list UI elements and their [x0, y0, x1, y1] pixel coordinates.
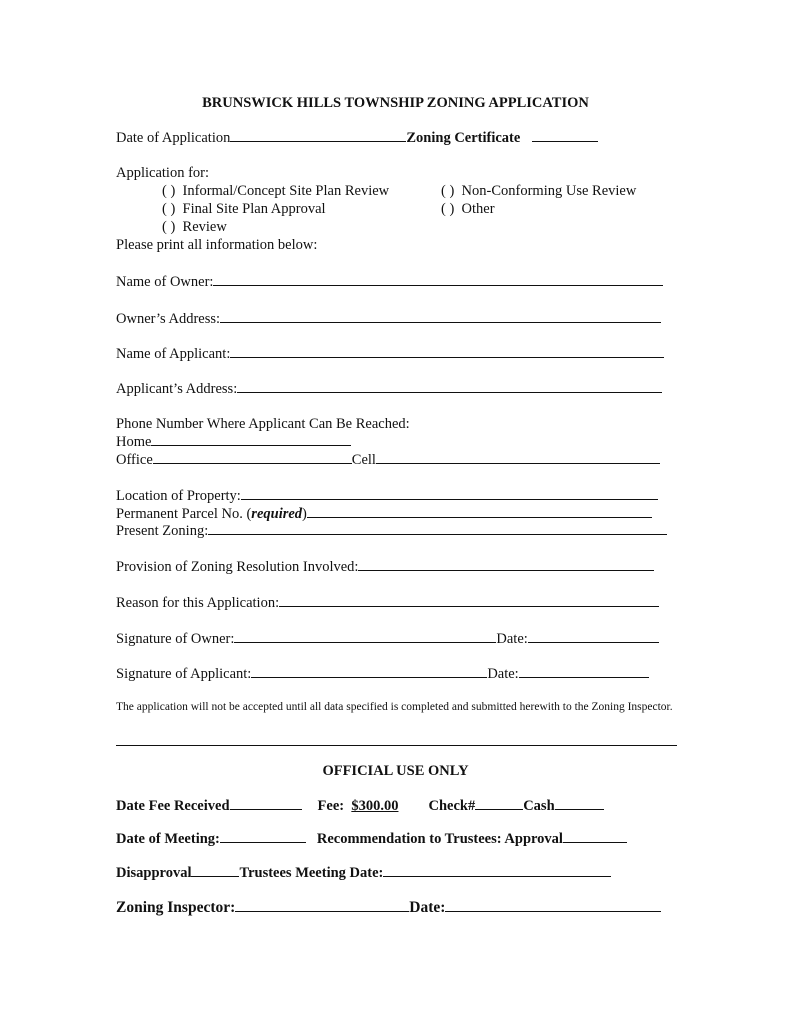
office-phone-field[interactable]: [153, 451, 352, 464]
owner-name-row: [116, 273, 663, 291]
applicant-name-label: Name of Applicant:: [116, 346, 231, 362]
zoning-inspector-label: Zoning Inspector:: [116, 899, 236, 916]
applicant-address-field[interactable]: [237, 380, 662, 393]
applicant-date-field[interactable]: [519, 665, 649, 678]
applicant-address-label: Applicant’s Address:: [116, 381, 238, 397]
inspector-date-label: Date:: [409, 899, 446, 916]
zoning-inspector-field[interactable]: [235, 899, 409, 912]
parcel-row: [116, 505, 652, 523]
trustees-date-field[interactable]: [383, 864, 611, 877]
inspector-row: [116, 898, 661, 917]
zoning-certificate-label: Zoning Certificate: [406, 130, 521, 146]
applicant-name-row: [116, 345, 664, 363]
applicant-signature-row: [116, 665, 649, 683]
inspector-date-field[interactable]: [445, 899, 661, 912]
option-label: Final Site Plan Approval: [182, 201, 326, 217]
date-fee-received-label: Date Fee Received: [116, 798, 230, 814]
reason-field[interactable]: [279, 594, 659, 607]
date-fee-received-field[interactable]: [230, 797, 302, 810]
parcel-required: required: [251, 506, 303, 522]
location-label: Location of Property:: [116, 488, 241, 504]
applicant-signature-label: Signature of Applicant:: [116, 666, 252, 682]
cash-label: Cash: [523, 798, 555, 814]
parcel-close: ): [302, 506, 307, 522]
date-of-meeting-field[interactable]: [220, 830, 306, 843]
option-informal-concept[interactable]: [162, 183, 389, 200]
option-label: Non-Conforming Use Review: [461, 183, 637, 199]
option-final-site-plan[interactable]: [162, 201, 326, 218]
check-field[interactable]: [475, 797, 523, 810]
applicant-address-row: [116, 380, 662, 398]
cell-label: Cell: [351, 452, 376, 468]
cell-phone-field[interactable]: [376, 451, 660, 464]
option-checkbox[interactable]: ( ): [162, 201, 176, 217]
reason-row: [116, 594, 659, 612]
form-title: BRUNSWICK HILLS TOWNSHIP ZONING APPLICATION: [202, 95, 589, 111]
home-phone-field[interactable]: [151, 433, 351, 446]
owner-name-field[interactable]: [213, 273, 663, 286]
disapproval-field[interactable]: [191, 864, 239, 877]
owner-date-field[interactable]: [528, 630, 659, 643]
parcel-field[interactable]: [307, 505, 652, 518]
trustees-date-label: Trustees Meeting Date:: [239, 865, 384, 881]
owner-signature-field[interactable]: [234, 630, 496, 643]
recommendation-label: Recommendation to Trustees: Approval: [316, 831, 563, 847]
owner-name-label: Name of Owner:: [116, 274, 214, 290]
parcel-label: Permanent Parcel No. (: [116, 506, 252, 522]
home-label: Home: [116, 434, 152, 450]
disapproval-row: [116, 864, 611, 882]
location-row: [116, 487, 658, 505]
official-use-heading: OFFICIAL USE ONLY: [322, 763, 469, 779]
owner-signature-label: Signature of Owner:: [116, 631, 235, 647]
zoning-certificate-field[interactable]: [532, 129, 598, 142]
owner-address-row: [116, 310, 661, 328]
approval-field[interactable]: [563, 830, 627, 843]
applicant-signature-field[interactable]: [251, 665, 487, 678]
meeting-row: [116, 830, 627, 848]
zoning-field[interactable]: [208, 522, 667, 535]
location-field[interactable]: [241, 487, 658, 500]
applicant-date-label: Date:: [487, 666, 519, 682]
date-of-application-label: Date of Application: [116, 130, 231, 146]
option-other[interactable]: [441, 201, 495, 218]
option-checkbox[interactable]: ( ): [441, 183, 455, 199]
reason-label: Reason for this Application:: [116, 595, 280, 611]
office-cell-row: [116, 451, 660, 469]
print-note: Please print all information below:: [116, 237, 318, 253]
option-non-conforming[interactable]: [441, 183, 636, 200]
option-label: Other: [461, 201, 495, 217]
header-row: [116, 129, 598, 147]
option-label: Review: [182, 219, 227, 235]
date-of-application-field[interactable]: [230, 129, 406, 142]
application-for-label: Application for:: [116, 165, 210, 181]
owner-address-label: Owner’s Address:: [116, 311, 221, 327]
check-label: Check#: [428, 798, 476, 814]
home-phone-row: [116, 433, 351, 451]
zoning-label: Present Zoning:: [116, 523, 209, 539]
option-checkbox[interactable]: ( ): [441, 201, 455, 217]
option-checkbox[interactable]: ( ): [162, 183, 176, 199]
zoning-row: [116, 522, 667, 540]
provision-row: [116, 558, 654, 576]
section-divider: [116, 745, 677, 746]
provision-label: Provision of Zoning Resolution Involved:: [116, 559, 359, 575]
option-review[interactable]: [162, 219, 227, 236]
date-of-meeting-label: Date of Meeting:: [116, 831, 220, 847]
owner-address-field[interactable]: [220, 310, 661, 323]
office-label: Office: [116, 452, 153, 468]
phone-heading: Phone Number Where Applicant Can Be Reached:: [116, 416, 410, 432]
provision-field[interactable]: [358, 558, 654, 571]
fee-row: [116, 797, 604, 815]
acceptance-notice: The application will not be accepted until all data specified is completed and submitted herewith to the Zoning Inspector.: [116, 701, 673, 713]
fee-amount: $300.00: [351, 798, 399, 814]
applicant-name-field[interactable]: [230, 345, 664, 358]
option-label: Informal/Concept Site Plan Review: [182, 183, 390, 199]
owner-signature-row: [116, 630, 659, 648]
option-checkbox[interactable]: ( ): [162, 219, 176, 235]
disapproval-label: Disapproval: [116, 865, 192, 881]
cash-field[interactable]: [555, 797, 604, 810]
owner-date-label: Date:: [496, 631, 528, 647]
fee-label: Fee:: [317, 798, 345, 814]
